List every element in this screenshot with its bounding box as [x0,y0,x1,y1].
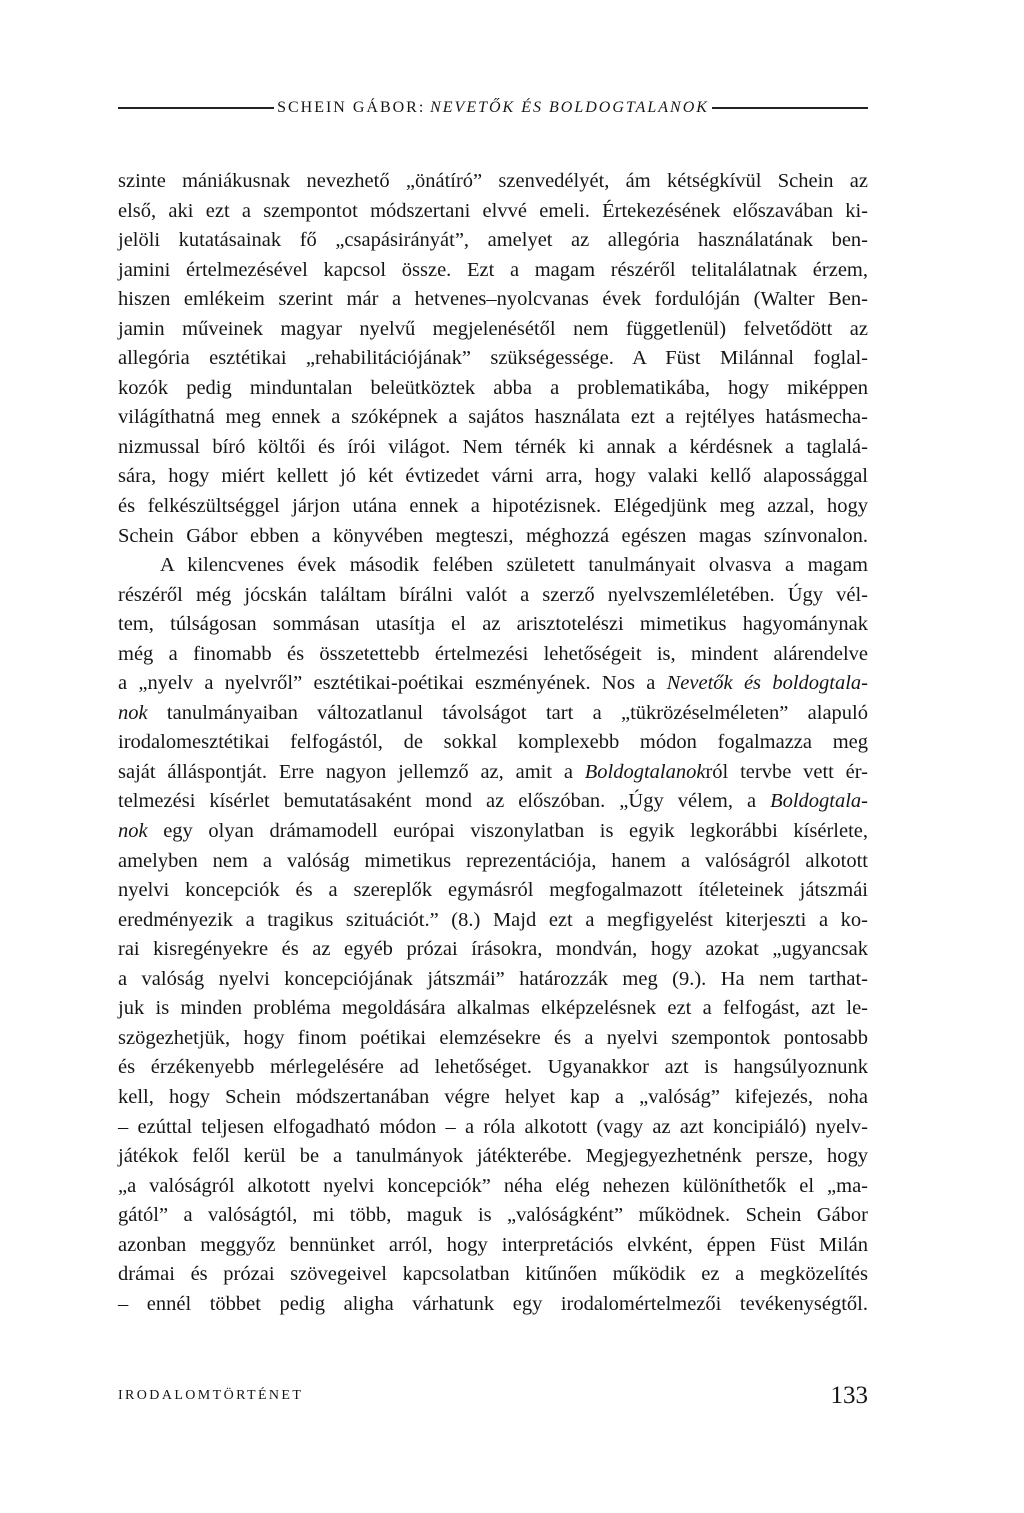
book-title-italic: nok [118,701,148,724]
text-line: allegória esztétikai „rehabilitációjának” szükségessége. A Füst Milánnal foglal- [118,347,868,370]
text-line: világíthatná meg ennek a szóképnek a sajátos használata ezt a rejtélyes hatásmecha- [118,406,868,429]
paragraph-1 [118,167,868,551]
text-line [118,787,868,817]
text-line: szinte mániákusnak nevezhető „önátíró” szenvedélyét, ám kétségkívül Schein az [118,170,868,192]
running-head-text [274,98,712,118]
page-number: 133 [830,1382,868,1409]
running-head-rule-left [118,107,274,109]
text-segment: egy olyan drámamodell európai viszonylatban is egyik legkorábbi kísérlete, [147,820,868,843]
text-line: jelöli kutatásainak fő „csapásirányát”, amelyet az allegória használatának ben- [118,229,868,252]
book-title-italic: Boldogtala- [770,790,868,813]
body-text [118,167,868,1319]
text-line [118,758,868,788]
text-line [118,669,868,699]
text-line: amelyben nem a valóság mimetikus reprezentációja, hanem a valóságról alkotott [118,849,868,872]
text-line: még a finomabb és összetettebb értelmezési lehetőségeit is, mindent alárendelve [118,642,868,665]
text-line: Schein Gábor ebben a könyvében megteszi, méghozzá egészen magas színvonalon. [118,524,868,547]
text-line: hiszen emlékeim szerint már a hetvenes–nyolcvanas évek fordulóján (Walter Ben- [118,288,868,311]
text-line [118,817,868,847]
running-head [118,98,868,118]
text-segment: telmezési kísérlet bemutatásaként mond az előszóban. „Úgy vélem, a [118,790,771,813]
running-head-title: NEVETŐK ÉS BOLDOGTALANOK [430,99,709,116]
text-segment: saját álláspontját. Erre nagyon jellemző az, amit a [118,760,585,783]
text-line: szögezhetjük, hogy finom poétikai elemzésekre és a nyelvi szempontok pontosabb [118,1026,868,1049]
text-segment: a „nyelv a nyelvről” esztétikai-poétikai eszményének. Nos a [118,672,667,695]
text-line: sára, hogy miért kellett jó két évtizedet várni arra, hogy valaki kellő alapossággal [118,465,868,488]
text-line: – ennél többet pedig aligha várhatunk egy irodalomértelmezői tevékenységtől. [118,1292,868,1315]
text-line: azonban meggyőz bennünket arról, hogy interpretációs elvként, éppen Füst Milán [118,1233,868,1256]
text-line: kell, hogy Schein módszertanában végre helyet kap a „valóság” kifejezés, noha [118,1085,868,1108]
text-line: drámai és prózai szövegeivel kapcsolatban kitűnően működik ez a megközelítés [118,1263,868,1286]
text-line: kozók pedig minduntalan beleütköztek abba a problematikába, hogy miképpen [118,376,868,399]
text-line: a valóság nyelvi koncepciójának játszmái” határozzák meg (9.). Ha nem tarthat- [118,967,868,990]
text-line: játékok felől kerül be a tanulmányok játékterébe. Megjegyezhetnénk persze, hogy [118,1145,868,1168]
text-line: – ezúttal teljesen elfogadható módon – a róla alkotott (vagy az azt koncipiáló) nyelv- [118,1115,868,1138]
text-segment: ról tervbe vett ér- [705,760,868,783]
text-line: részéről még jócskán találtam bírálni valót a szerző nyelvszemléletében. Úgy vél- [118,583,868,606]
text-segment: tanulmányaiban változatlanul távolságot tart a „tükrözéselméleten” alapuló [147,701,868,724]
text-line: „a valóságról alkotott nyelvi koncepciók” néha elég nehezen különíthetők el „ma- [118,1174,868,1197]
text-line: nyelvi koncepciók és a szereplők egymásról megfogalmazott ítéleteinek játszmái [118,879,868,902]
text-line: rai kisregényekre és az egyéb prózai írásokra, mondván, hogy azokat „ugyancsak [118,938,868,961]
book-title-italic: Nevetők és boldogtala- [666,672,868,695]
text-line: és érzékenyebb mérlegelésére ad lehetőséget. Ugyanakkor azt is hangsúlyoznunk [118,1056,868,1079]
text-line: juk is minden probléma megoldására alkalmas elképzelésnek ezt a felfogást, azt le- [118,997,868,1020]
running-head-author: SCHEIN GÁBOR: [277,99,426,116]
running-head-rule-right [712,107,868,109]
text-line: irodalomesztétikai felfogástól, de sokkal komplexebb módon fogalmazza meg [118,731,868,754]
paragraph-2 [118,551,868,1319]
book-title-italic: nok [118,820,148,843]
book-title-italic: Boldogtalanok [584,760,706,783]
text-line: A kilencvenes évek második felében született tanulmányait olvasva a magam [160,554,868,577]
text-line [118,699,868,729]
text-line: gától” a valóságtól, mi több, maguk is „valóságként” működnek. Schein Gábor [118,1204,868,1227]
text-line: jamin műveinek magyar nyelvű megjelenésétől nem függetlenül) felvetődött az [118,317,868,340]
text-line: tem, túlságosan sommásan utasítja el az arisztotelészi mimetikus hagyománynak [118,613,868,636]
text-line: első, aki ezt a szempontot módszertani elvvé emeli. Értekezésének előszavában ki- [118,199,868,222]
text-line: nizmussal bíró költői és írói világot. Nem térnék ki annak a kérdésnek a taglalá- [118,435,868,458]
text-line: eredményezik a tragikus szituációt.” (8.) Majd ezt a megfigyelést kiterjeszti a ko- [118,908,868,931]
text-line: jamini értelmezésével kapcsol össze. Ezt a magam részéről telitalálatnak érzem, [118,258,868,281]
text-line: és felkészültséggel járjon utána ennek a hipotézisnek. Elégedjünk meg azzal, hogy [118,495,868,518]
footer-section-title: IRODALOMTÖRTÉNET [118,1388,304,1403]
